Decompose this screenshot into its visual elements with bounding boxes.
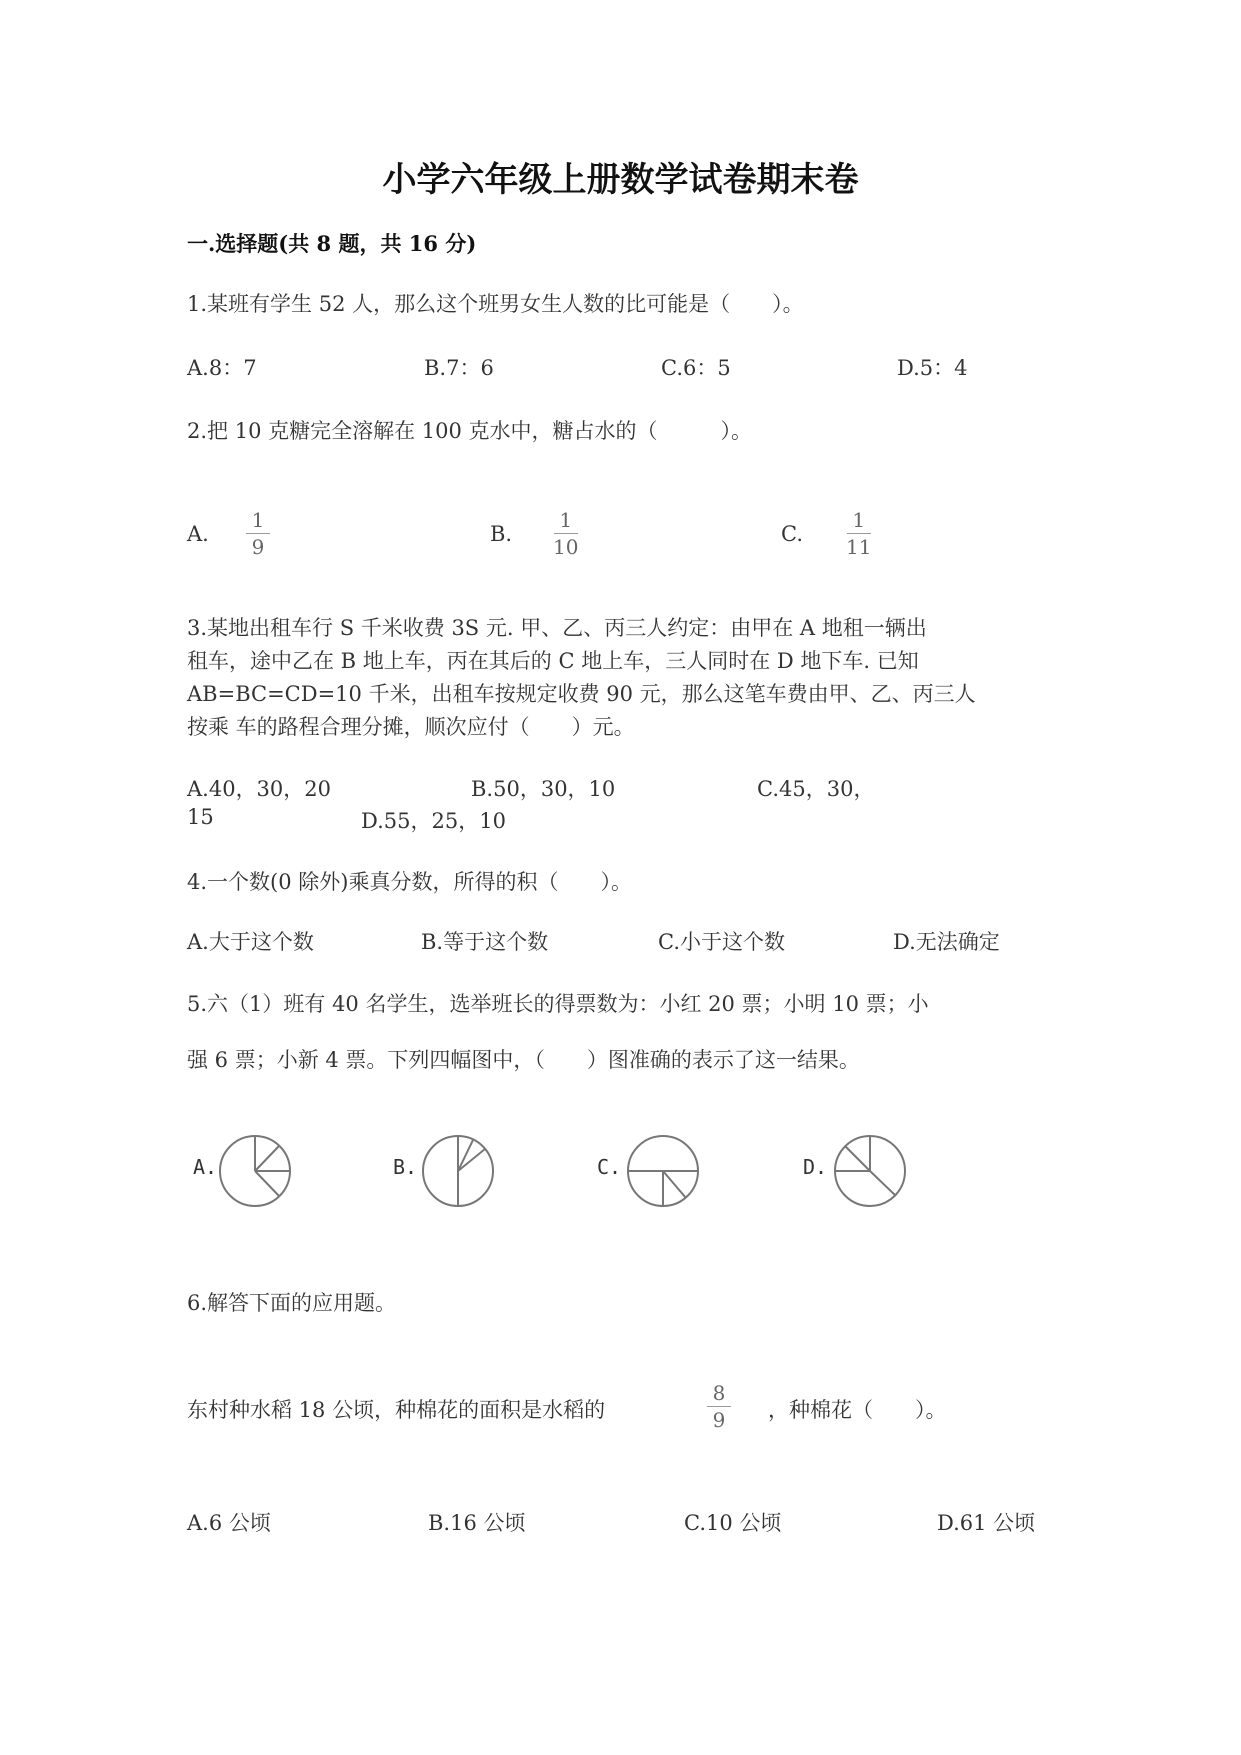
fraction-bar — [847, 533, 871, 534]
question-3-option-b: B.50，30，10 — [471, 777, 616, 801]
question-5-option-a-label: A. — [193, 1155, 218, 1179]
pie-divider — [458, 1140, 473, 1171]
question-3-option-a: A.40，30，20 — [187, 777, 332, 801]
question-2-option-a-fraction — [246, 510, 270, 557]
question-3-option-d: D.55，25，10 — [361, 809, 506, 833]
denominator: 11 — [846, 535, 872, 559]
question-5-pie-chart-c — [626, 1134, 700, 1208]
question-2-option-c-label: C. — [781, 522, 803, 546]
pie-divider — [870, 1171, 896, 1196]
question-5-pie-chart-d — [833, 1134, 907, 1208]
pie-divider — [663, 1171, 686, 1198]
question-1-option-d: D.5：4 — [897, 356, 968, 380]
question-6-option-d: D.61 公顷 — [937, 1511, 1036, 1535]
question-2-option-c-fraction — [846, 510, 871, 557]
question-5-stem-line-1: 5.六（1）班有 40 名学生，选举班长的得票数为：小红 20 票；小明 10 票；小 — [187, 992, 929, 1016]
question-5-option-c-label: C. — [597, 1155, 622, 1179]
pie-divider — [255, 1171, 279, 1196]
question-6-option-a: A.6 公顷 — [187, 1511, 271, 1535]
question-1-option-c: C.6：5 — [661, 356, 731, 380]
section-heading: 一.选择题(共 8 题，共 16 分) — [187, 231, 477, 256]
numerator: 1 — [559, 508, 573, 532]
question-1-option-a: A.8：7 — [187, 356, 257, 380]
numerator: 1 — [852, 508, 866, 532]
question-4-option-a: A.大于这个数 — [187, 930, 314, 954]
question-3-stem-line-4: 按乘 车的路程合理分摊，顺次应付（ ）元。 — [187, 715, 635, 739]
question-5-option-d-label: D. — [803, 1155, 828, 1179]
question-5-pie-chart-b — [421, 1134, 495, 1208]
pie-divider — [255, 1146, 279, 1171]
question-1-option-b: B.7：6 — [424, 356, 494, 380]
question-4-option-c: C.小于这个数 — [658, 930, 785, 954]
question-4-option-b: B.等于这个数 — [421, 930, 549, 954]
question-2-stem: 2.把 10 克糖完全溶解在 100 克水中，糖占水的（ ）。 — [187, 419, 753, 443]
question-2-option-b-fraction — [553, 510, 578, 557]
question-6-option-c: C.10 公顷 — [684, 1511, 782, 1535]
question-4-option-d: D.无法确定 — [893, 930, 1000, 954]
numerator: 1 — [251, 508, 265, 532]
question-6-fraction — [707, 1383, 731, 1430]
pie-divider — [458, 1149, 485, 1171]
numerator: 8 — [712, 1381, 726, 1405]
question-6-text-after-fraction: ，种棉花（ ）。 — [768, 1398, 947, 1422]
question-3-option-c: C.45，30， — [757, 777, 875, 801]
question-5-stem-line-2: 强 6 票；小新 4 票。下列四幅图中，（ ）图准确的表示了这一结果。 — [187, 1048, 860, 1072]
question-3-stem-line-3: AB=BC=CD=10 千米，出租车按规定收费 90 元，那么这笔车费由甲、乙、丙三人 — [187, 682, 976, 706]
denominator: 9 — [712, 1408, 726, 1432]
question-1-stem: 1.某班有学生 52 人，那么这个班男女生人数的比可能是（ ）。 — [187, 292, 804, 316]
question-6-text-before-fraction: 东村种水稻 18 公顷，种棉花的面积是水稻的 — [187, 1398, 606, 1422]
fraction-bar — [707, 1406, 731, 1407]
question-4-stem: 4.一个数(0 除外)乘真分数，所得的积（ ）。 — [187, 870, 632, 894]
denominator: 10 — [553, 535, 579, 559]
question-5-option-b-label: B. — [393, 1155, 418, 1179]
question-3-stem-line-2: 租车，途中乙在 B 地上车，丙在其后的 C 地上车，三人同时在 D 地下车. 已知 — [187, 649, 919, 673]
fraction-bar — [554, 533, 578, 534]
pie-divider — [845, 1146, 870, 1171]
denominator: 9 — [251, 535, 265, 559]
page-title: 小学六年级上册数学试卷期末卷 — [382, 160, 859, 200]
question-3-stem-line-1: 3.某地出租车行 S 千米收费 3S 元. 甲、乙、丙三人约定：由甲在 A 地租一辆出 — [187, 616, 927, 640]
question-2-option-b-label: B. — [490, 522, 513, 546]
question-5-pie-chart-a — [218, 1134, 292, 1208]
question-6-option-b: B.16 公顷 — [428, 1511, 526, 1535]
question-6-stem: 6.解答下面的应用题。 — [187, 1291, 397, 1315]
question-2-option-a-label: A. — [187, 522, 209, 546]
question-3-option-c-continued: 15 — [187, 805, 214, 829]
fraction-bar — [246, 533, 270, 534]
